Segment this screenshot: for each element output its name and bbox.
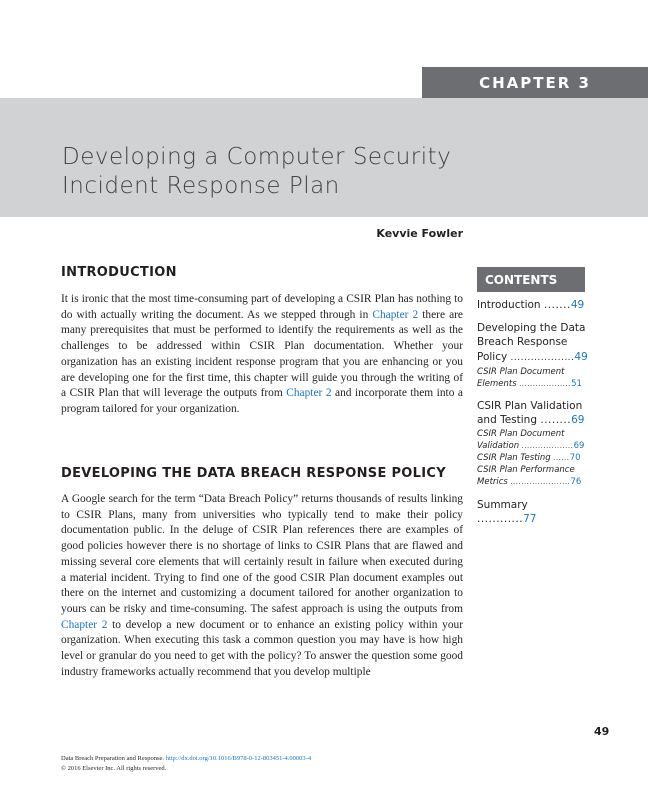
chapter-title-line-2: Incident Response Plan [62,173,340,199]
toc-page: 49 [570,299,585,311]
toc-leader: ...... [553,454,570,462]
toc-page: 49 [574,350,588,363]
author-name: Kevvie Fowler [376,227,463,240]
page-number: 49 [594,725,610,738]
chapter-label: CHAPTER 3 [422,67,648,98]
toc-leader: ................... [521,442,574,451]
toc-label: Developing the Data Breach Response Policy [477,322,586,363]
intro-text-2: there are many prerequisites that must be performed to identify the requirements as well as the challenges to be addressed within CSIR Plan documentation. Whether your organization has an existing incident response program that you are enhancing or you are developing one for the first time, this chapter will guide you through the writing of a CSIR Plan that will leverage the outputs from [61,308,463,400]
doi-link[interactable]: http://dx.doi.org/10.1016/B978-0-12-803451-4.00003-4 [165,755,312,762]
chapter-2-link[interactable]: Chapter 2 [372,308,419,321]
policy-text-2: to develop a new document or to enhance an existing policy within your organization. When executing this task a common question you may have is how high level or granular do you need to get with the policy? To answer the question some good industry frameworks actually recommend that you develop multiple [61,618,463,678]
introduction-heading: INTRODUCTION [61,265,177,280]
policy-heading: DEVELOPING THE DATA BREACH RESPONSE POLICY [61,466,446,481]
policy-paragraph [61,492,463,680]
introduction-paragraph [61,292,463,418]
toc-page: 69 [573,441,585,452]
toc-item-summary[interactable] [477,498,589,527]
toc-page: 51 [571,379,582,390]
toc-label: CSIR Plan Document Validation [477,429,565,452]
toc-item-document-elements[interactable] [477,366,585,390]
toc-label: CSIR Plan Validation and Testing [477,400,583,427]
toc-item-introduction[interactable] [477,298,589,312]
toc-leader: ................... [519,380,572,389]
toc-item-validation-testing[interactable] [477,399,591,428]
intro-text-3: and incorporate them into a program tailored for your organization. [61,387,463,415]
toc-item-policy[interactable] [477,321,591,365]
toc-page: 77 [523,513,537,526]
toc-label: CSIR Plan Testing [477,453,551,463]
toc-item-plan-testing[interactable] [477,452,589,464]
chapter-title-line-1: Developing a Computer Security [62,144,452,170]
footer-book-title: Data Breach Preparation and Response. [61,755,165,762]
toc-label: CSIR Plan Performance Metrics [477,465,575,488]
toc-leader: ............ [477,513,524,526]
toc-leader: ...................... [510,478,571,487]
footer-citation [61,754,311,763]
toc-label: CSIR Plan Document Elements [477,367,565,390]
toc-leader: ................... [510,352,575,363]
toc-page: 69 [571,414,585,427]
policy-text-1: A Google search for the term “Data Breach Policy” returns thousands of results linking to CSIR Plans, many from universities who typically tend to make their policy documentation public. In the deluge of CSIR Plan references there are examples of good policies however there is no shortage of links to CSIR Plans that are flawed and missing several core elements that will certainly result in failure when executed during a material incident. Trying to find one of the good CSIR Plan document examples out there on the internet and customizing a document tailored for another organization to yours can be risky and time-consuming. The safest approach is using the outputs from [61,493,463,615]
chapter-2-link[interactable]: Chapter 2 [61,618,108,631]
chapter-2-link[interactable]: Chapter 2 [286,387,332,400]
toc-item-document-validation[interactable] [477,428,585,452]
toc-item-performance-metrics[interactable] [477,464,585,488]
toc-page: 76 [570,477,582,488]
intro-text-1: It is ironic that the most time-consuming part of developing a CSIR Plan has nothing to do with actually writing the document. As we stepped through in [61,293,463,321]
toc-leader: ........ [540,414,572,427]
toc-page: 70 [569,453,581,463]
footer-copyright: © 2016 Elsevier Inc. All rights reserved. [61,765,167,772]
toc-label: Summary [477,499,528,511]
contents-heading: CONTENTS [477,267,585,292]
toc-leader: ....... [543,299,571,311]
toc-label: Introduction [477,299,541,311]
